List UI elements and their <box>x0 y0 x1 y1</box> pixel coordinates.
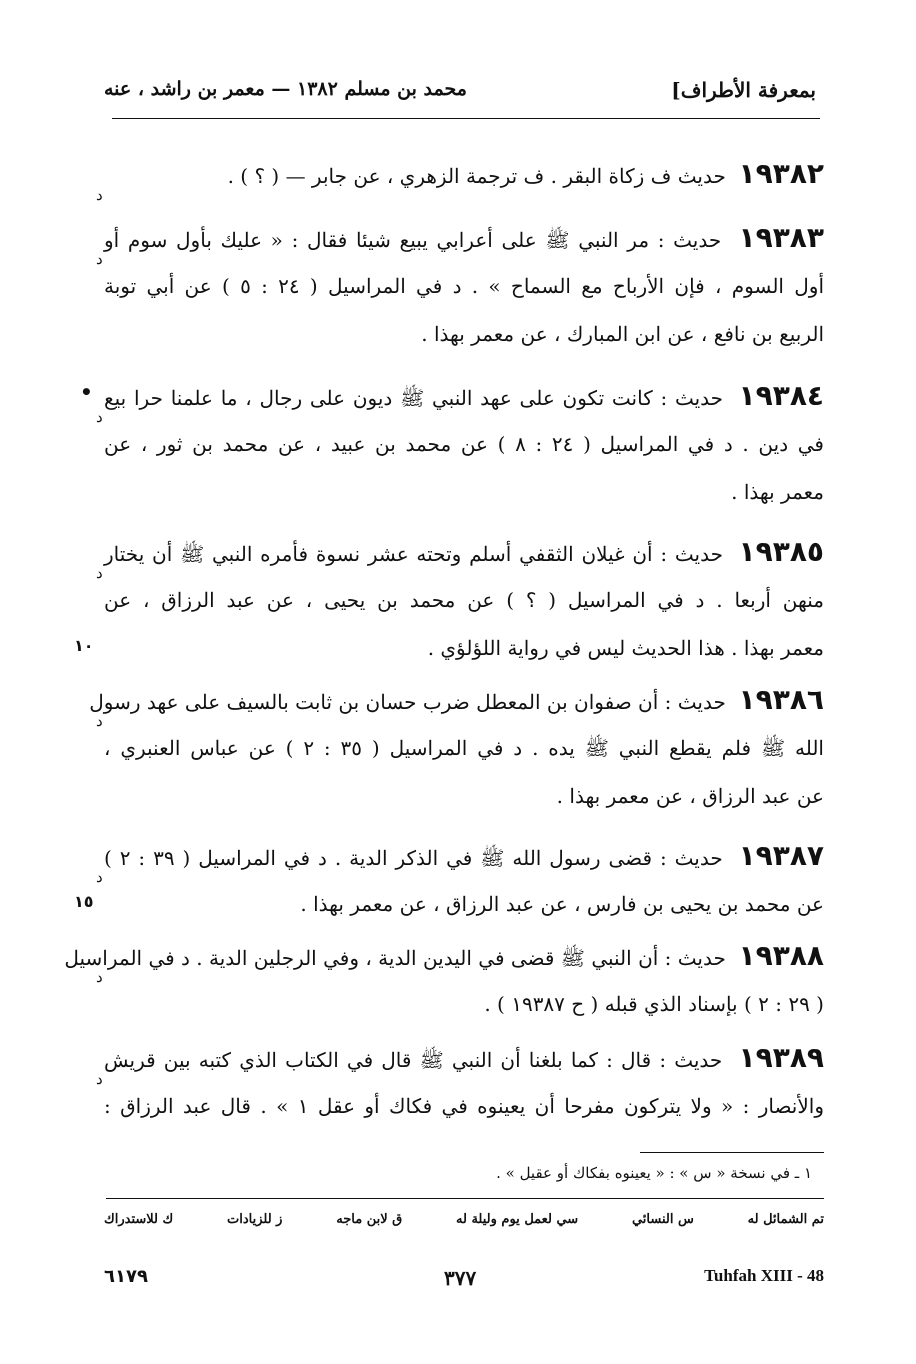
hadith-line: معمر بهذا . هذا الحديث ليس في رواية اللؤلؤي . <box>427 636 824 660</box>
hadith-line: الله ﷺ فلم يقطع النبي ﷺ يده . د في المراسيل ( ٣٥ : ٢ ) عن عباس العنبري ، <box>104 736 824 760</box>
hadith-line <box>104 832 824 880</box>
hadith-line <box>104 528 824 576</box>
legend-item: تم الشمائل له <box>747 1212 824 1227</box>
header-section-title: بمعرفة الأطراف] <box>671 78 816 102</box>
legend-item: ز للزيادات <box>227 1212 283 1227</box>
hadith-number: ١٩٣٨٣ <box>738 221 824 254</box>
hadith-line <box>64 932 824 980</box>
hadith-sigla: د <box>96 564 103 582</box>
hadith-number: ١٩٣٨٥ <box>738 535 824 568</box>
hadith-entry <box>96 1034 824 1130</box>
footnote: ١ ـ في نسخة « س » : « يعينوه بفكاك أو عقيل » . <box>496 1164 812 1182</box>
hadith-text: حديث ف زكاة البقر . ف ترجمة الزهري ، عن جابر — ( ؟ ) . <box>227 164 726 188</box>
hadith-number: ١٩٣٨٢ <box>738 157 824 190</box>
hadith-entry <box>96 150 824 204</box>
hadith-entry <box>96 528 824 672</box>
hadith-sigla: د <box>96 1070 103 1088</box>
sigla-legend <box>104 1212 824 1240</box>
hadith-number: ١٩٣٨٩ <box>738 1041 824 1074</box>
hadith-sigla: د <box>96 868 103 886</box>
hadith-line: منهن أربعا . د في المراسيل ( ؟ ) عن محمد بن يحيى ، عن عبد الرزاق ، عن <box>104 588 824 612</box>
legend-item: سي لعمل يوم وليلة له <box>456 1212 579 1227</box>
footnote-divider <box>640 1152 824 1153</box>
hadith-text: حديث : أن غيلان الثقفي أسلم وتحته عشر نسوة فأمره النبي ﷺ أن يختار <box>104 542 723 566</box>
hadith-sigla: د <box>96 712 103 730</box>
legend-item: س النسائي <box>631 1212 694 1227</box>
hadith-number: ١٩٣٨٦ <box>738 683 824 716</box>
running-header <box>104 74 816 114</box>
hadith-text: حديث : أن النبي ﷺ قضى في اليدين الدية ، وفي الرجلين الدية . د في المراسيل <box>64 946 726 970</box>
hadith-line <box>104 1034 824 1082</box>
hadith-entry <box>64 932 824 1028</box>
legend-item: ق لابن ماجه <box>336 1212 403 1227</box>
hadith-text: حديث : كانت تكون على عهد النبي ﷺ ديون على رجال ، ما علمنا حرا بيع <box>104 386 724 410</box>
hadith-line: عن عبد الرزاق ، عن معمر بهذا . <box>556 784 824 808</box>
hadith-number: ١٩٣٨٨ <box>738 939 824 972</box>
hadith-line <box>89 676 824 724</box>
hadith-number: ١٩٣٨٧ <box>738 839 825 872</box>
hadith-sigla: د <box>96 408 103 426</box>
header-divider <box>112 118 820 119</box>
hadith-sigla: د <box>96 250 103 268</box>
legend-item: ك للاستدراك <box>104 1212 174 1227</box>
volume-signature: Tuhfah XIII - 48 <box>704 1266 824 1285</box>
header-range-title: محمد بن مسلم ١٣٨٢ — معمر بن راشد ، عنه <box>104 78 467 100</box>
hadith-text: حديث : قال : كما بلغنا أن النبي ﷺ قال في الكتاب الذي كتبه بين قريش <box>104 1048 723 1072</box>
hadith-line <box>104 372 824 420</box>
page-footer <box>104 1266 824 1296</box>
hadith-text: حديث : مر النبي ﷺ على أعرابي يبيع شيئا فقال : « عليك بأول سوم أو <box>104 228 722 252</box>
hadith-number: ١٩٣٨٤ <box>738 379 824 412</box>
margin-marker-dot: • <box>80 380 93 404</box>
hadith-line <box>104 214 824 262</box>
hadith-entry <box>96 832 825 928</box>
hadith-line: معمر بهذا . <box>731 480 824 504</box>
hadith-line: عن محمد بن يحيى بن فارس ، عن عبد الرزاق ، عن معمر بهذا . <box>300 892 824 916</box>
legend-divider <box>106 1198 824 1199</box>
hadith-entry <box>89 676 824 820</box>
footer-serial-number: ٦١٧٩ <box>104 1266 148 1287</box>
margin-line-number-15: ١٥ <box>74 892 94 911</box>
hadith-line: الربيع بن نافع ، عن ابن المبارك ، عن معمر بهذا . <box>421 322 824 346</box>
hadith-entry <box>96 372 824 516</box>
hadith-line: في دين . د في المراسيل ( ٢٤ : ٨ ) عن محمد بن عبيد ، عن محمد بن ثور ، عن <box>104 432 824 456</box>
margin-line-number-10: ١٠ <box>74 636 94 655</box>
hadith-text: حديث : أن صفوان بن المعطل ضرب حسان بن ثابت بالسيف على عهد رسول <box>89 690 726 714</box>
hadith-line: ( ٢٩ : ٢ ) بإسناد الذي قبله ( ح ١٩٣٨٧ ) . <box>484 992 824 1016</box>
hadith-line <box>104 150 824 198</box>
hadith-sigla: د <box>96 968 103 986</box>
hadith-line: أول السوم ، فإن الأرباح مع السماح » . د في المراسيل ( ٢٤ : ٥ ) عن أبي توبة <box>104 274 825 298</box>
hadith-text: حديث : قضى رسول الله ﷺ في الذكر الدية . د في المراسيل ( ٣٩ : ٢ ) <box>104 846 723 870</box>
page-number: ٣٧٧ <box>444 1266 477 1290</box>
hadith-entry <box>96 214 825 358</box>
hadith-sigla: د <box>96 186 103 204</box>
hadith-line: والأنصار : « ولا يتركون مفرحا أن يعينوه في فكاك أو عقل ١ » . قال عبد الرزاق : <box>104 1094 824 1118</box>
